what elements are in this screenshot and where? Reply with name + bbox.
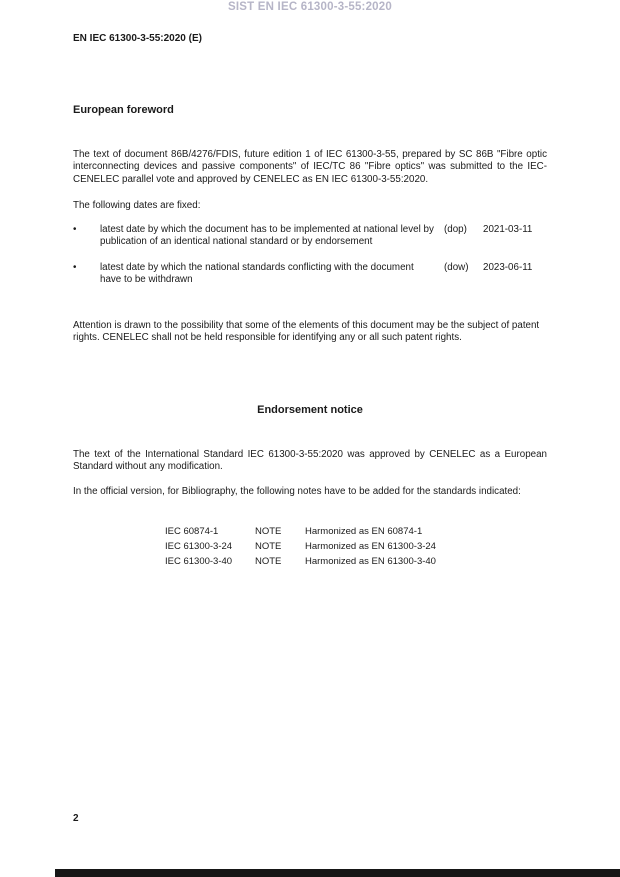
standard-reference: IEC 60874-1	[165, 526, 219, 537]
standard-reference: IEC 61300-3-24	[165, 541, 233, 552]
date-item-code: (dow)	[444, 262, 469, 273]
foreword-paragraph: The text of document 86B/4276/FDIS, future edition 1 of IEC 61300-3-55, prepared by SC 86B "Fibre optic interconnecting devices and passive components" of IEC/TC 86 "Fibre optics" was submitted to the IEC-CENELEC parallel vote and approved by CENELEC as EN IEC 61300-3-55:2020.	[73, 149, 547, 185]
official-version-paragraph: In the official version, for Bibliography, the following notes have to be added for the standards indicated:	[73, 486, 521, 497]
endorsement-paragraph: The text of the International Standard IEC 61300-3-55:2020 was approved by CENELEC as a European Standard without any modification.	[73, 449, 547, 473]
foreword-heading: European foreword	[73, 104, 174, 116]
page-bottom-edge	[55, 869, 620, 877]
document-identifier: EN IEC 61300-3-55:2020 (E)	[73, 33, 202, 44]
harmonized-text: Harmonized as EN 61300-3-40	[305, 556, 436, 567]
table-row	[165, 554, 547, 569]
date-item-value: 2021-03-11	[483, 224, 533, 235]
date-item-text: latest date by which the document has to be implemented at national level by publication of an identical national standard or by endorsement	[100, 224, 434, 248]
harmonized-text: Harmonized as EN 61300-3-24	[305, 541, 436, 552]
page-number: 2	[73, 813, 79, 824]
note-label: NOTE	[255, 556, 282, 567]
patent-attention-paragraph: Attention is drawn to the possibility that some of the elements of this document may be the subject of patent rights. CENELEC shall not be held responsible for identifying any or all such patent rights.	[73, 320, 540, 344]
date-item-value: 2023-06-11	[483, 262, 533, 273]
note-label: NOTE	[255, 541, 282, 552]
harmonized-notes-table	[165, 524, 547, 569]
dates-intro-text: The following dates are fixed:	[73, 200, 201, 211]
date-item-text: latest date by which the national standards conflicting with the document have to be withdrawn	[100, 262, 414, 286]
watermark-header: SIST EN IEC 61300-3-55:2020	[228, 1, 392, 13]
endorsement-heading: Endorsement notice	[257, 404, 363, 416]
harmonized-text: Harmonized as EN 60874-1	[305, 526, 423, 537]
note-label: NOTE	[255, 526, 282, 537]
bullet-marker: •	[73, 262, 77, 273]
table-row	[165, 524, 547, 539]
bullet-marker: •	[73, 224, 77, 235]
standard-reference: IEC 61300-3-40	[165, 556, 233, 567]
table-row	[165, 539, 547, 554]
date-item-code: (dop)	[444, 224, 467, 235]
